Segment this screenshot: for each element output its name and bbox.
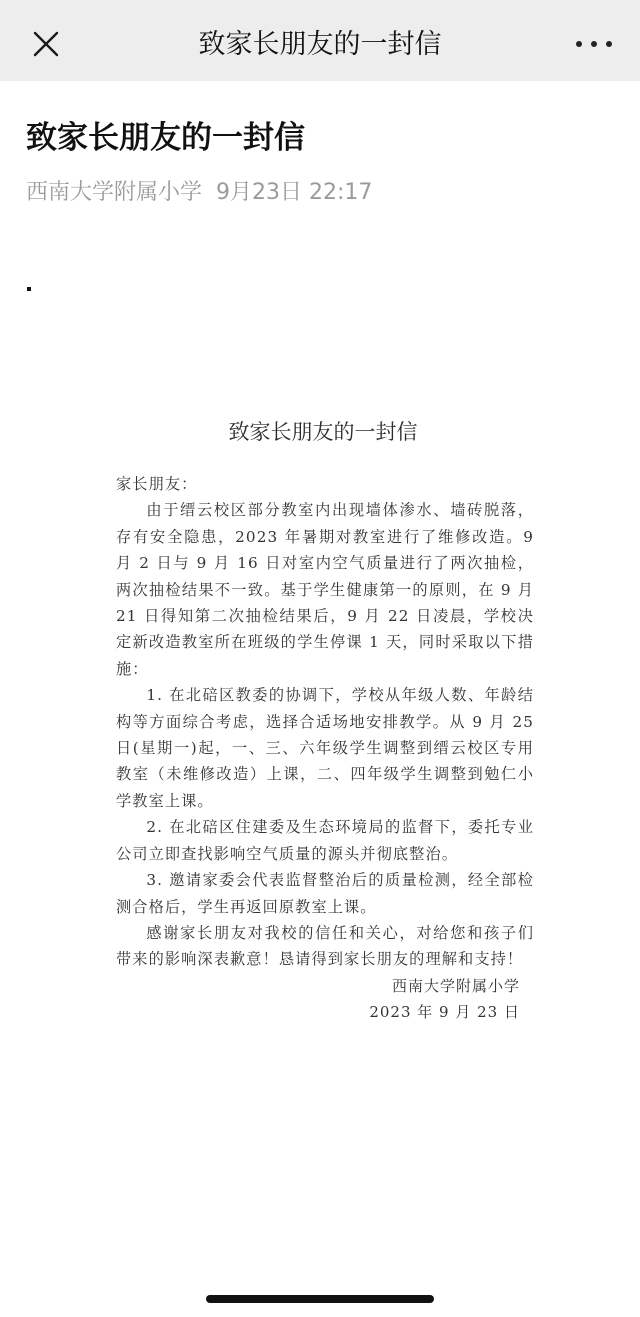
navbar-title: 致家长朋友的一封信 bbox=[198, 29, 442, 60]
close-button[interactable] bbox=[30, 28, 62, 60]
close-icon bbox=[30, 28, 62, 60]
publish-datetime: 9月23日 22:17 bbox=[216, 180, 373, 205]
more-dots-icon bbox=[606, 41, 612, 47]
letter-title: 致家长朋友的一封信 bbox=[228, 420, 418, 444]
more-dots-icon bbox=[591, 41, 597, 47]
letter-date: 2023 年 9 月 23 日 bbox=[369, 1003, 520, 1021]
home-indicator[interactable] bbox=[206, 1295, 434, 1303]
letter-body bbox=[116, 471, 534, 973]
text-dot bbox=[27, 287, 31, 291]
letter-signature-block bbox=[369, 973, 520, 1025]
letter-paragraph: 由于缙云校区部分教室内出现墙体渗水、墙砖脱落，存有安全隐患，2023 年暑期对教室进行了维修改造。9 月 2 日与 9 月 16 日对室内空气质量进行了两次抽检，两次抽检结果不一致。基于学生健康第一的原则，在 9 月 21 日得知第二次抽检结果后，9 月 22 日凌晨，学校决定新改造教室所在班级的学生停课 1 天，同时采取以下措施： bbox=[116, 501, 534, 678]
letter-image[interactable] bbox=[108, 400, 538, 1040]
letter-paragraph: 2. 在北碚区住建委及生态环境局的监督下，委托专业公司立即查找影响空气质量的源头并彻底整治。 bbox=[116, 818, 534, 863]
letter-salutation: 家长朋友： bbox=[116, 475, 198, 493]
more-options-button[interactable] bbox=[576, 30, 612, 58]
letter-signature: 西南大学附属小学 bbox=[391, 977, 520, 995]
letter-paragraph: 3. 邀请家委会代表监督整治后的质量检测，经全部检测合格后，学生再返回原教室上课。 bbox=[116, 871, 534, 916]
author-link[interactable]: 西南大学附属小学 bbox=[26, 180, 203, 205]
article-title: 致家长朋友的一封信 bbox=[26, 120, 305, 156]
letter-paragraph: 1. 在北碚区教委的协调下，学校从年级人数、年龄结构等方面综合考虑，选择合适场地安排教学。从 9 月 25 日(星期一)起，一、三、六年级学生调整到缙云校区专用教室（未维修改造）上课，二、四年级学生调整到勉仁小学教室上课。 bbox=[116, 686, 534, 810]
article-meta bbox=[26, 177, 372, 209]
letter-paragraph: 感谢家长朋友对我校的信任和关心，对给您和孩子们带来的影响深表歉意！恳请得到家长朋友的理解和支持！ bbox=[116, 923, 534, 969]
more-dots-icon bbox=[576, 41, 582, 47]
top-navbar bbox=[0, 0, 640, 81]
